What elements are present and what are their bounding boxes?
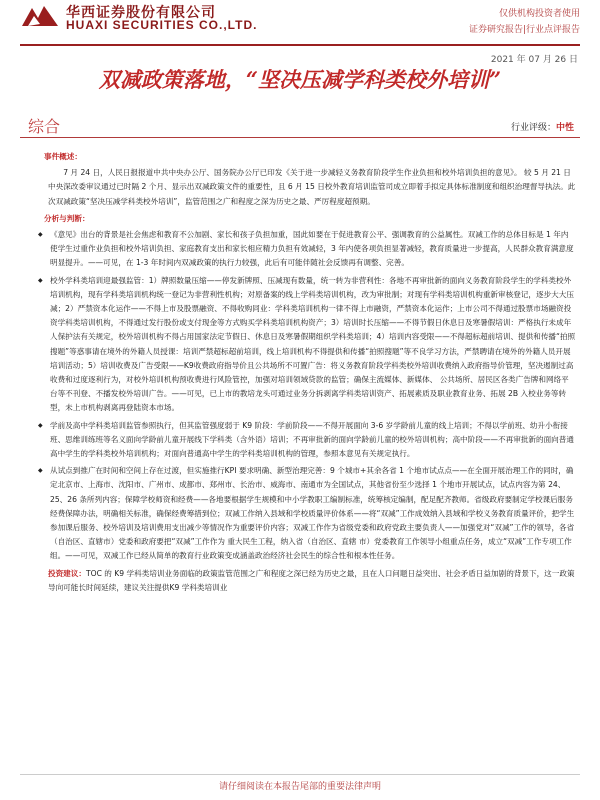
analysis-point-regulation: ◆ 校外学科类培训迎最强监管：1）牌照数量压缩——停发新牌照、压减现有数量，统一转为非营利性：各地不再审批新的面向义务教育阶段学生的学科类校外培训机构，现有学科类培训机构统一登记为非营利性机构；对原备案的线上学科类培训机构，改为审批制；对现有学科类培训机构重新审核登记，逐步大大压减；2）严禁资本化运作——不得上市及股票融资、不得收购同业：学科类培训机构一律不得上市融资，严禁资本化运作；上市公司不得通过股票市场融资投资学科类培训机构，不得通过发行股份或支付现金等方式购买学科类培训机构资产；3）培训时长压缩——不得节假日休息日及寒暑假培训：严格执行未成年人保护法有关规定，校外培训机构不得占用国家法定节假日、休息日及寒暑假期组织学科类培训；4）培训内容受限——不得超标超前培训、提供和传播“拍照搜题”等惑事请在境外的外籍人员授课：培训严禁超标超前培训，线上培训机构不得提供和传播“拍照搜题”等不良学习方法，严禁聘请在境外的外籍人员开展培训活动；5）培训收费及广告受限——K9收费政府指导价且公共场所不可置广告：将义务教育阶段学科类校外培训收费纳入政府指导价管理，坚决遏制过高收费和过度逐利行为，对校外培训机构预收费进行风险管控，加强对培训领域贷款的监管；确保主流媒体、新媒体、 公共场所、居民区各类广告牌和网络平台等不刊登、不播发校外培训广告。——可见，已上市的教培龙头可通过业务分拆剥离学科类培训资产、拓展素质及职业教育业务、拓展 2B 入校业务等转型，未上市机构剥离再登陆资本市场。 [48,274,576,416]
footer-divider [20,774,580,775]
invest-text: TOC 的 K9 学科类培训业务面临的政策监管范围之广和程度之深已经为历史之最，且在人口问题日益突出、社会矛盾日益加剧的背景下，这一政策导向可能长时间延续，建议关注提供K9 学科类培训业 [48,568,575,592]
legal-notice-footer: 请仔细阅读在本报告尾部的重要法律声明 [218,782,381,792]
investment-advice [48,567,576,595]
event-heading: 事件概述： [44,152,82,161]
company-name-cn: 华西证券股份有限公司 [66,5,216,21]
report-type: 证券研究报告|行业点评报告 [468,25,580,35]
report-body [44,148,576,598]
audience-tagline: 仅供机构投资者使用 [498,9,580,19]
header-divider [20,44,580,46]
title-divider [20,137,580,138]
industry-rating [511,120,574,133]
report-title: 双减政策落地，“坚决压减学科类校外培训” [98,67,502,92]
analysis-point-pilot-rollout: ◆ 从试点到推广在时间和空间上存在过渡，但实施推行KPI 要求明确、新型治理完善：9 个城市+其余各省 1 个地市试点点——在全面开展治理工作的同时，确定北京市、上海市、沈阳市、广州市、成都市、郑州市、长治市、威海市、南通市为全国试点，其他省份至少选择 1 个地市开展试点，试点内容为第 24、25、26 条所列内容；保障学校师资和经费——各地要根据学生规模和中小学教职工编制标准，统筹核定编制，配足配齐教师。省级政府要制定学校课后服务经费保障办法，明确相关标准，确保经费筹措到位；双减工作纳入县域和学校质量评价体系——将“双减”工作成效纳入县域和学校义务教育质量评价，把学生参加课后服务、校外培训及培训费用支出减少等情况作为重要评价内容；双减工作作为省级党委和政府党政主要负责人——加强党对“双减”工作的领导，各省（自治区、直辖市）党委和政府要把“双减”工作作为 重大民生工程，纳入省（自治区、直辖 市）党委教育工作领导小组重点任务，成立“双减”工作专项工作组。——可见，双减工作已经从简单的教育行业政策变成涵盖政治经济社会民生的综合性和根本性任务。 [48,464,576,563]
rating-value: 中性 [555,123,574,133]
report-date: 2021 年 07 月 26 日 [490,55,578,65]
rating-label: 行业评级： [510,123,556,133]
invest-heading: 投资建议： [48,568,86,578]
huaxi-logo-icon [20,2,60,30]
analysis-heading: 分析与判断： [44,213,90,223]
company-name-en: HUAXI SECURITIES CO.,LTD. [66,18,258,32]
industry-category: 综合 [28,117,61,136]
report-header [0,0,600,48]
analysis-point-preschool-highschool: ◆ 学前及高中学科类培训监管参照执行，但其监管强度弱于 K9 阶段：学前阶段——不得开展面向 3-6 岁学龄前儿童的线上培训；不得以学前班、幼升小衔接班、思维训练班等名义面向学龄前儿童开展线下学科类（含外语）培训；不再审批新的面向学龄前儿童的校外培训机构；高中阶段——不再审批新的面向普通高中学生的学科类校外培训机构；对面向普通高中学生的学科类培训机构的管理，参照本意见有关规定执行。 [48,419,576,462]
event-paragraph: 7 月 24 日，人民日报报道中共中央办公厅、国务院办公厅已印发《关于进一步减轻义务教育阶段学生作业负担和校外培训负担的意见》。 较 5 月 21 日中央深改委审议通过已时隔 2 个月、显示出双减政策文件的重要性，且 6 月 15 日校外教育培训监管司成立即着手拟定具体标准制度和组织治理督导执法。此次双减政策“坚决压减学科类校外培训”，监管范围之广和程度之深为历史之最、严厉程度超预期。 [48,168,576,206]
analysis-point-background: ◆ 《意见》出台的背景是社会焦虑和教育不公加剧、家长和孩子负担加重，国此如要在于促进教育公平、强调教育的公益属性。双减工作的总体目标是 1 年内使学生过重作业负担和校外培训负担、家庭教育支出和家长相应精力负担有效减轻，3 年内使各项负担显著减轻，教育质量进一步提高，人民群众教育满意度明显提升。——可见，在 1-3 年时间内双减政策的执行力较强，此后有可能伴随社会反馈再有调整、完善。 [48,228,576,271]
